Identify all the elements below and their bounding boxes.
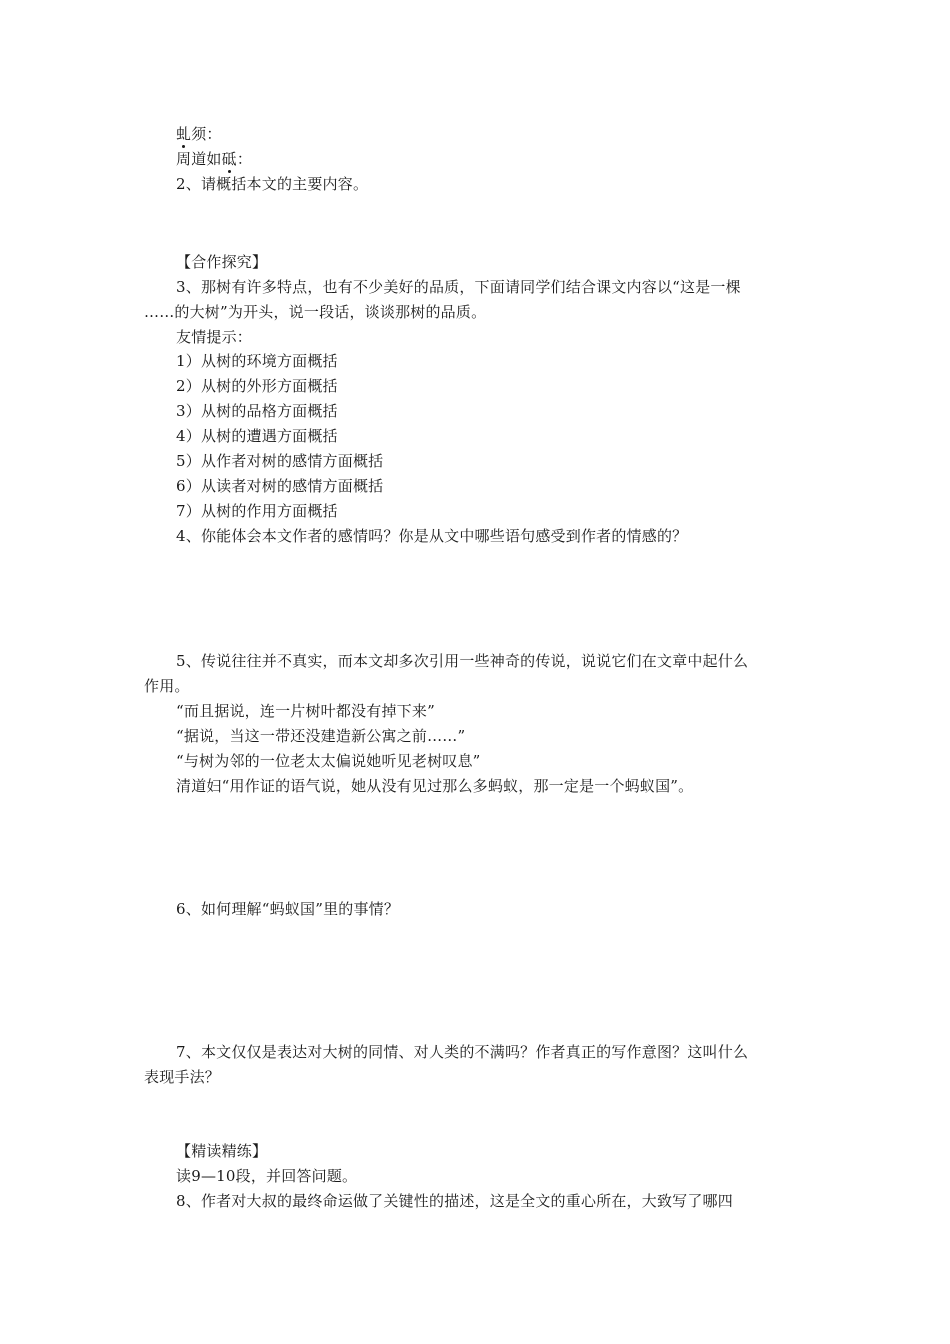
question-5-line-2: 作用。	[144, 677, 190, 695]
vocab-label: 周道如	[176, 150, 222, 168]
question-3-line-2: ……的大树”为开头，说一段话，谈谈那树的品质。	[144, 303, 487, 321]
hint-item-7: 7）从树的作用方面概括	[176, 502, 338, 520]
question-6: 6、如何理解“蚂蚁国”里的事情？	[176, 900, 400, 918]
section-heading-close-reading: 【精读精练】	[176, 1142, 268, 1160]
quote-4: 清道妇“用作证的语气说，她从没有见过那么多蚂蚁，那一定是一个蚂蚁国”。	[176, 777, 694, 795]
question-4: 4、你能体会本文作者的感情吗？你是从文中哪些语句感受到作者的情感的？	[176, 527, 688, 545]
hint-item-3: 3）从树的品格方面概括	[176, 402, 338, 420]
question-3-line-1: 3、那树有许多特点，也有不少美好的品质，下面请同学们结合课文内容以“这是一棵	[176, 278, 741, 296]
emphasized-char: 砥	[221, 150, 237, 168]
vocab-colon: ：	[236, 150, 253, 168]
quote-1: “而且据说，连一片树叶都没有掉下来”	[176, 702, 435, 720]
hint-item-5: 5）从作者对树的感情方面概括	[176, 452, 384, 470]
hint-title: 友情提示：	[176, 328, 253, 346]
vocab-label: 须：	[191, 125, 222, 143]
question-7-line-2: 表现手法？	[144, 1068, 221, 1086]
question-5-line-1: 5、传说往往并不真实，而本文却多次引用一些神奇的传说，说说它们在文章中起什么	[176, 652, 749, 670]
hint-item-6: 6）从读者对树的感情方面概括	[176, 477, 384, 495]
question-2: 2、请概括本文的主要内容。	[176, 175, 369, 193]
question-8: 8、作者对大叔的最终命运做了关键性的描述，这是全文的重心所在，大致写了哪四	[176, 1192, 733, 1210]
reading-instruction: 读9—10段，并回答问题。	[176, 1167, 358, 1185]
hint-item-2: 2）从树的外形方面概括	[176, 377, 338, 395]
section-heading-cooperation: 【合作探究】	[176, 253, 268, 271]
quote-2: “据说，当这一带还没建造新公寓之前……”	[176, 727, 466, 745]
vocab-line-qiuxu	[176, 124, 222, 144]
hint-item-4: 4）从树的遭遇方面概括	[176, 427, 338, 445]
quote-3: “与树为邻的一位老太太偏说她听见老树叹息”	[176, 752, 481, 770]
vocab-line-zhoudao	[176, 149, 252, 169]
emphasized-char: 虬	[176, 125, 192, 143]
question-7-line-1: 7、本文仅仅是表达对大树的同情、对人类的不满吗？作者真正的写作意图？这叫什么	[176, 1043, 749, 1061]
hint-item-1: 1）从树的环境方面概括	[176, 352, 338, 370]
